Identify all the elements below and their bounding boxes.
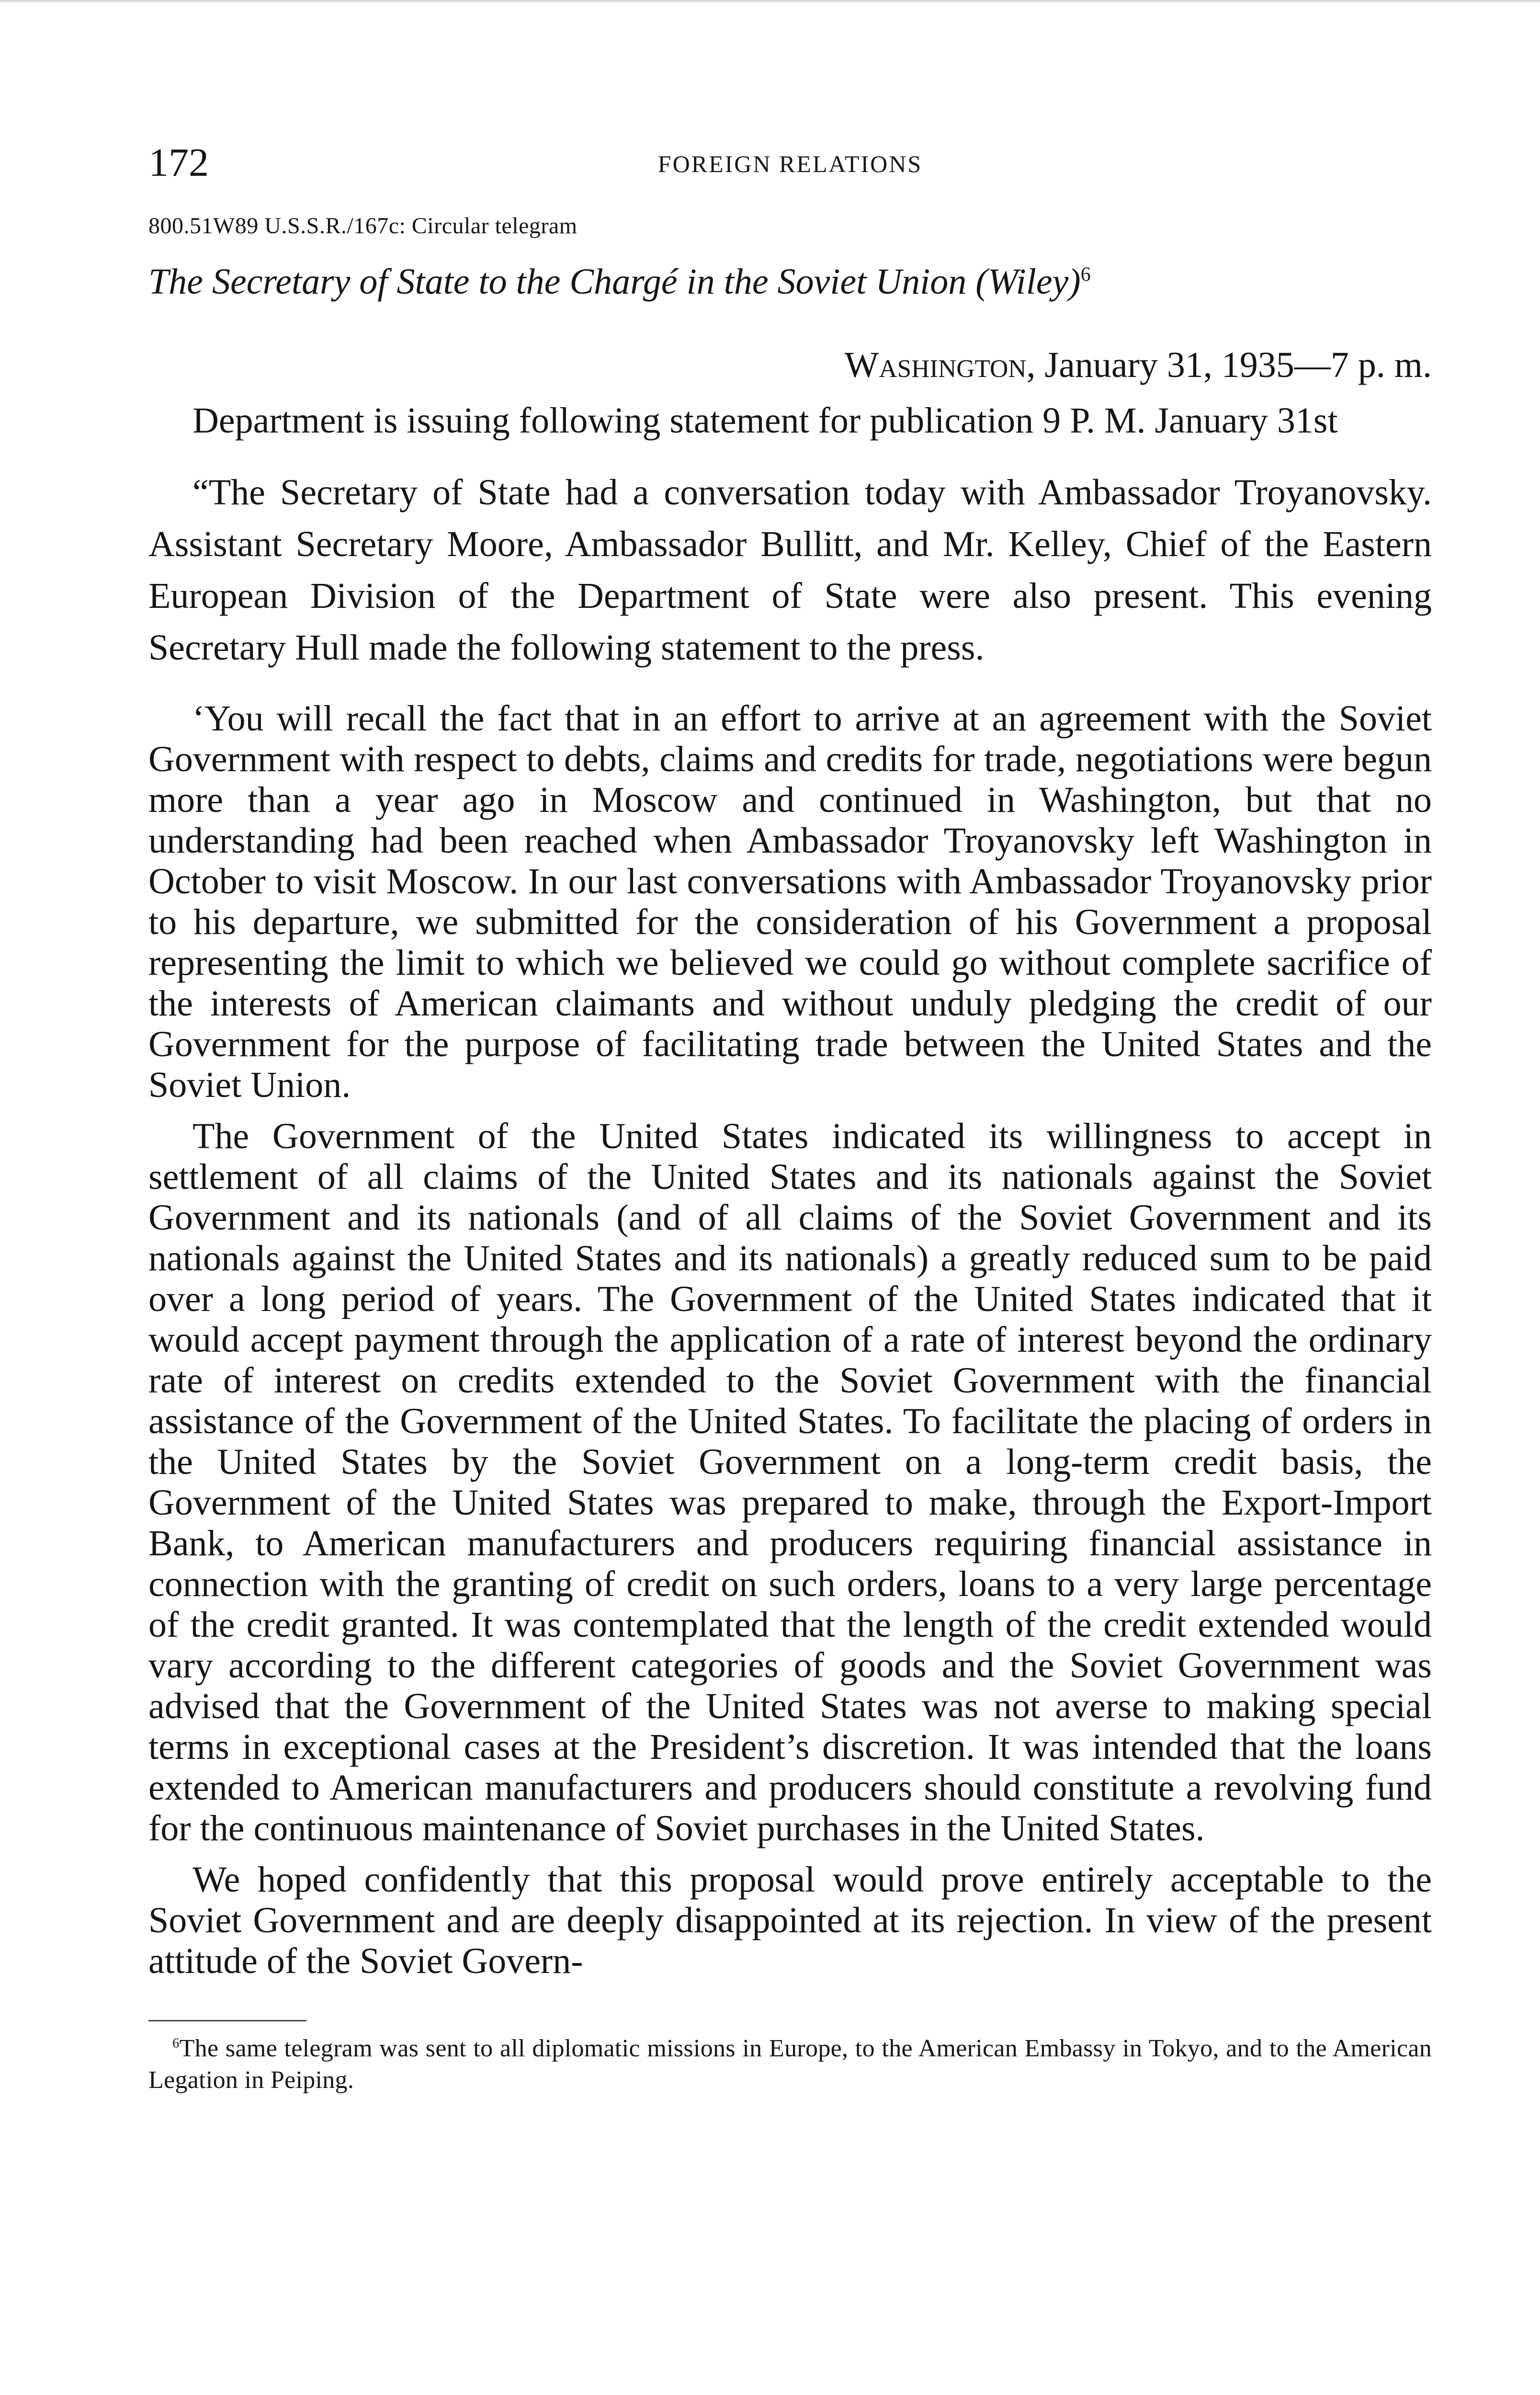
top-edge-rule [0,0,1540,2]
dateline [148,341,1432,389]
footnote-text: The same telegram was sent to all diplomatic missions in Europe, to the American Embassy in Tokyo, and to the American Legation in Peiping. [148,2035,1432,2094]
quoted-statement [148,698,1432,1982]
paragraph-statement-opening: “The Secretary of State had a conversation today with Ambassador Troyanovsky. Assistant Secretary Moore, Ambassador Bullitt, and Mr. Kelley, Chief of the Eastern European Division of the Department of State were also present. This evening Secretary Hull made the following statement to the press. [148,472,1432,668]
paragraph-negotiations: ‘You will recall the fact that in an effort to arrive at an agreement with the Soviet Government with respect to debts, claims and credits for trade, negotiations were begun more than a year ago in Moscow and continued in Washington, but that no understanding had been reached when Ambassador Troyanovsky left Washington in October to visit Moscow. In our last conversations with Ambassador Troyanovsky prior to his departure, we submitted for the consideration of his Government a proposal representing the limit to which we believed we could go without complete sacrifice of the interests of American claimants and without unduly pledging the credit of our Government for the purpose of facilitating trade between the United States and the Soviet Union. [148,698,1432,1105]
dateline-date: January 31, 1935—7 p. m. [1035,345,1432,385]
heading-footnote-mark: 6 [1080,263,1091,286]
dateline-place: Washington, [844,345,1036,385]
running-head [148,139,1432,192]
footnote [148,2033,1432,2096]
paragraph-proposal-terms: The Government of the United States indicated its willingness to accept in settlement of all claims of the United States and its nationals against the Soviet Government and its nationals (and of all claims of the Soviet Government and its nationals against the United States and its nationals) a greatly reduced sum to be paid over a long period of years. The Government of the United States indicated that it would accept payment through the application of a rate of interest beyond the ordinary rate of interest on credits extended to the Soviet Government with the financial assistance of the Government of the United States. To facilitate the placing of orders in the United States by the Soviet Government on a long-term credit basis, the Government of the United States was prepared to make, through the Export-Import Bank, to American manufacturers and producers requiring financial assistance in connection with the granting of credit on such orders, loans to a very large percentage of the credit granted. It was contemplated that the length of the credit extended would vary according to the different categories of goods and the Soviet Government was advised that the Government of the United States was not averse to making special terms in exceptional cases at the President’s discretion. It was intended that the loans extended to American manufacturers and producers should constitute a revolving fund for the continuous maintenance of Soviet purchases in the United States. [148,1116,1432,1848]
telegram-body [148,395,1432,673]
running-title: FOREIGN RELATIONS [657,150,923,177]
document-heading [148,258,1432,306]
paragraph-rejection: We hoped confidently that this proposal would prove entirely acceptable to the Soviet Government and are deeply disappointed at its rejection. In view of the present attitude of the Soviet Govern- [148,1859,1432,1981]
footnote-rule [148,2020,306,2021]
page [148,139,1432,2096]
footnote-mark: 6 [172,2036,180,2051]
document-reference: 800.51W89 U.S.S.R./167c: Circular telegram [148,213,578,239]
paragraph-intro: Department is issuing following statement for publication 9 P. M. January 31st [192,400,1338,441]
page-number: 172 [148,140,209,185]
heading-text: The Secretary of State to the Chargé in the Soviet Union (Wiley) [148,262,1081,302]
